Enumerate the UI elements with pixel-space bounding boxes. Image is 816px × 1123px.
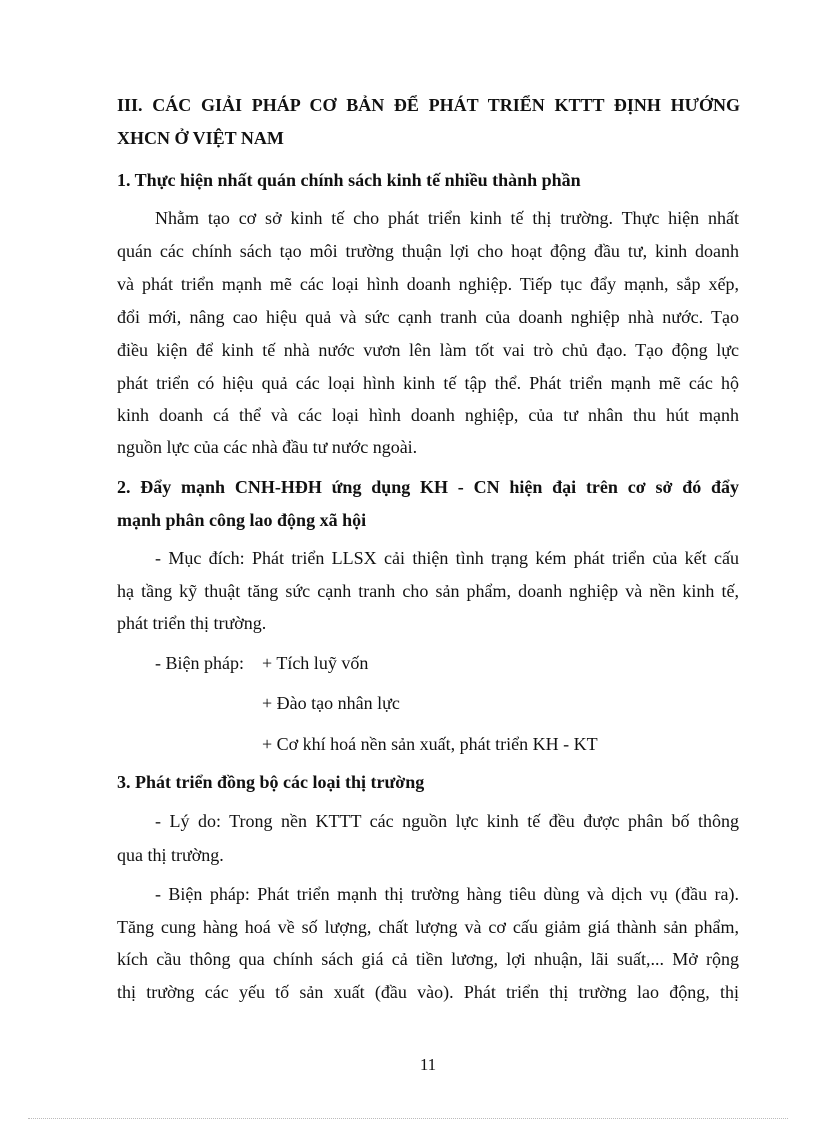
purpose-line: phát triển thị trường. [117, 613, 267, 633]
heading-2-line-2: mạnh phân công lao động xã hội [117, 510, 367, 530]
paragraph-1-line: phát triển có hiệu quả các loại hình kinh tế tập thể. Phát triển mạnh mẽ các hộ [117, 373, 739, 393]
reason-line: - Lý do: Trong nền KTTT các nguồn lực kinh tế đều được phân bố thông [155, 811, 739, 831]
measure-paragraph-line: kích cầu thông qua chính sách giá cả tiền lương, lợi nhuận, lãi suất,... Mở rộng [117, 949, 739, 969]
purpose-line: - Mục đích: Phát triển LLSX cải thiện tình trạng kém phát triển của kết cấu [155, 548, 739, 568]
page-number: 11 [419, 1055, 437, 1074]
paragraph-1-line: và phát triển mạnh mẽ các loại hình doanh nghiệp. Tiếp tục đẩy mạnh, sắp xếp, [117, 274, 739, 294]
reason-line: qua thị trường. [117, 845, 224, 865]
measure-item: + Đào tạo nhân lực [262, 693, 400, 713]
paragraph-1-line: kinh doanh cá thể và các loại hình doanh nghiệp, của tư nhân thu hút mạnh [117, 405, 739, 425]
measure-item: + Cơ khí hoá nền sản xuất, phát triển KH - KT [262, 734, 598, 754]
footer-divider [28, 1118, 788, 1119]
paragraph-1-line: đổi mới, nâng cao hiệu quả và sức cạnh tranh của doanh nghiệp nhà nước. Tạo [117, 307, 739, 327]
paragraph-1-line: điều kiện để kinh tế nhà nước vươn lên làm tốt vai trò chủ đạo. Tạo động lực [117, 340, 739, 360]
measure-paragraph-line: thị trường các yếu tố sản xuất (đầu vào). Phát triển thị trường lao động, thị [117, 982, 739, 1002]
section-title-line-1: III. CÁC GIẢI PHÁP CƠ BẢN ĐỂ PHÁT TRIỂN KTTT ĐỊNH HƯỚNG [117, 95, 740, 115]
measure-paragraph-line: Tăng cung hàng hoá về số lượng, chất lượng và cơ cấu giảm giá thành sản phẩm, [117, 917, 739, 937]
purpose-line: hạ tầng kỹ thuật tăng sức cạnh tranh cho sản phẩm, doanh nghiệp và nền kinh tế, [117, 581, 739, 601]
paragraph-1-line: Nhằm tạo cơ sở kinh tế cho phát triển kinh tế thị trường. Thực hiện nhất [155, 208, 739, 228]
heading-3: 3. Phát triển đồng bộ các loại thị trường [117, 772, 425, 792]
heading-1: 1. Thực hiện nhất quán chính sách kinh tế nhiều thành phần [117, 170, 581, 190]
paragraph-1-line: nguồn lực của các nhà đầu tư nước ngoài. [117, 437, 418, 457]
measure-paragraph-line: - Biện pháp: Phát triển mạnh thị trường hàng tiêu dùng và dịch vụ (đầu ra). [155, 884, 739, 904]
section-title-line-2: XHCN Ở VIỆT NAM [117, 128, 284, 148]
heading-2-line-1: 2. Đẩy mạnh CNH-HĐH ứng dụng KH - CN hiện đại trên cơ sở đó đẩy [117, 477, 739, 497]
measures-label: - Biện pháp: [155, 653, 244, 673]
paragraph-1-line: quán các chính sách tạo môi trường thuận lợi cho hoạt động đầu tư, kinh doanh [117, 241, 739, 261]
measure-item: + Tích luỹ vốn [262, 653, 369, 673]
